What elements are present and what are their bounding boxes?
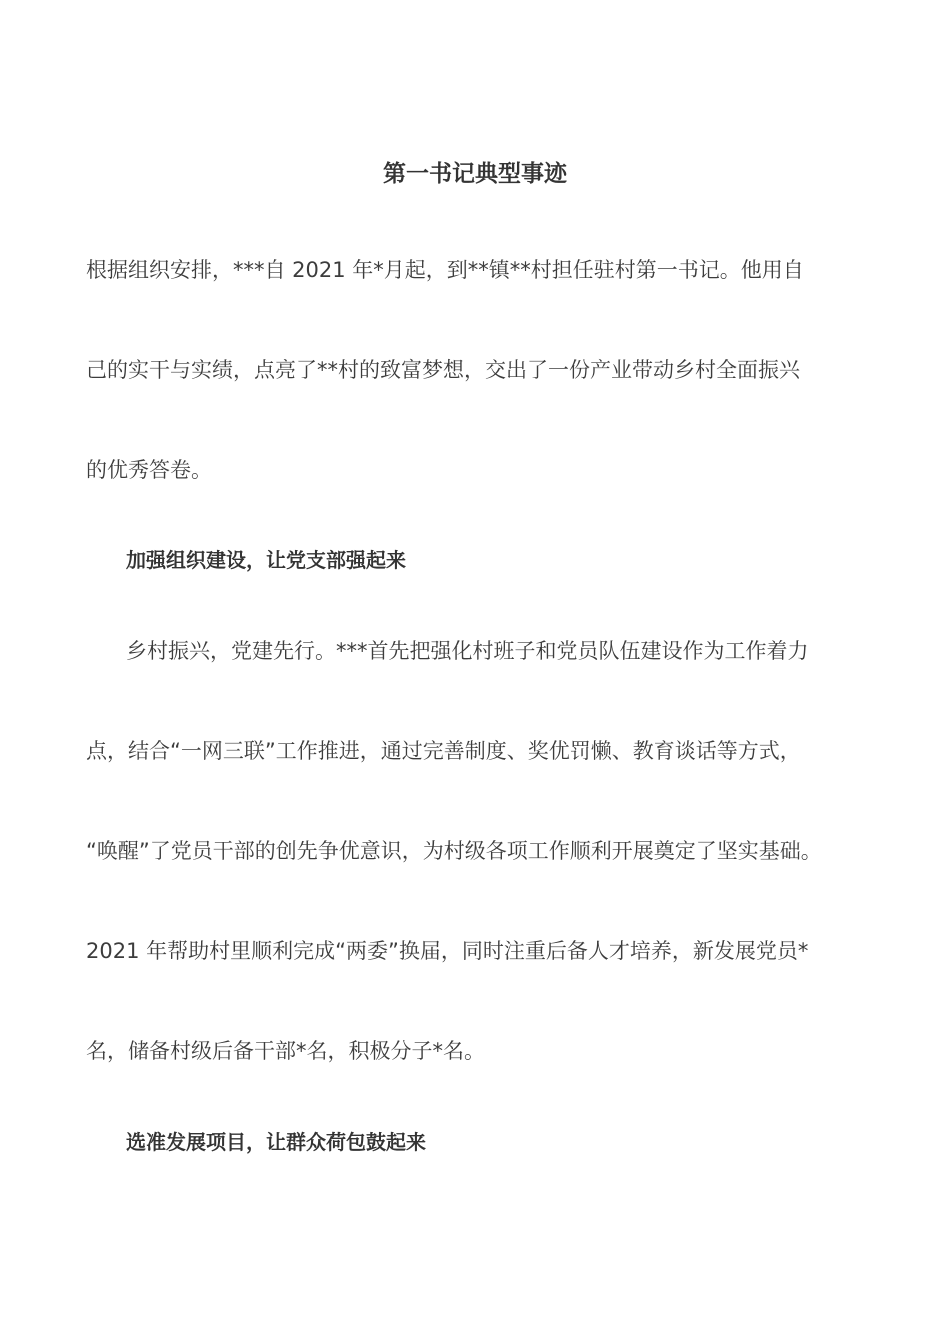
section-2-heading: 选准发展项目，让群众荷包鼓起来 <box>126 1130 426 1154</box>
section-1-heading: 加强组织建设，让党支部强起来 <box>126 548 406 572</box>
document-title: 第一书记典型事迹 <box>383 161 567 187</box>
section-1-line-5: 名，储备村级后备干部*名，积极分子*名。 <box>86 1039 485 1063</box>
section-1-line-3: “唤醒”了党员干部的创先争优意识，为村级各项工作顺利开展奠定了坚实基础。 <box>86 839 822 863</box>
section-1-line-4: 2021 年帮助村里顺利完成“两委”换届，同时注重后备人才培养，新发展党员* <box>86 939 809 963</box>
intro-line-1: 根据组织安排，***自 2021 年*月起，到**镇**村担任驻村第一书记。他用自 <box>86 258 804 282</box>
section-1-line-2: 点，结合“一网三联”工作推进，通过完善制度、奖优罚懒、教育谈话等方式， <box>86 739 801 763</box>
section-1-line-1: 乡村振兴，党建先行。***首先把强化村班子和党员队伍建设作为工作着力 <box>126 639 809 663</box>
intro-line-3: 的优秀答卷。 <box>86 458 212 482</box>
intro-line-2: 己的实干与实绩，点亮了**村的致富梦想，交出了一份产业带动乡村全面振兴 <box>86 358 800 382</box>
